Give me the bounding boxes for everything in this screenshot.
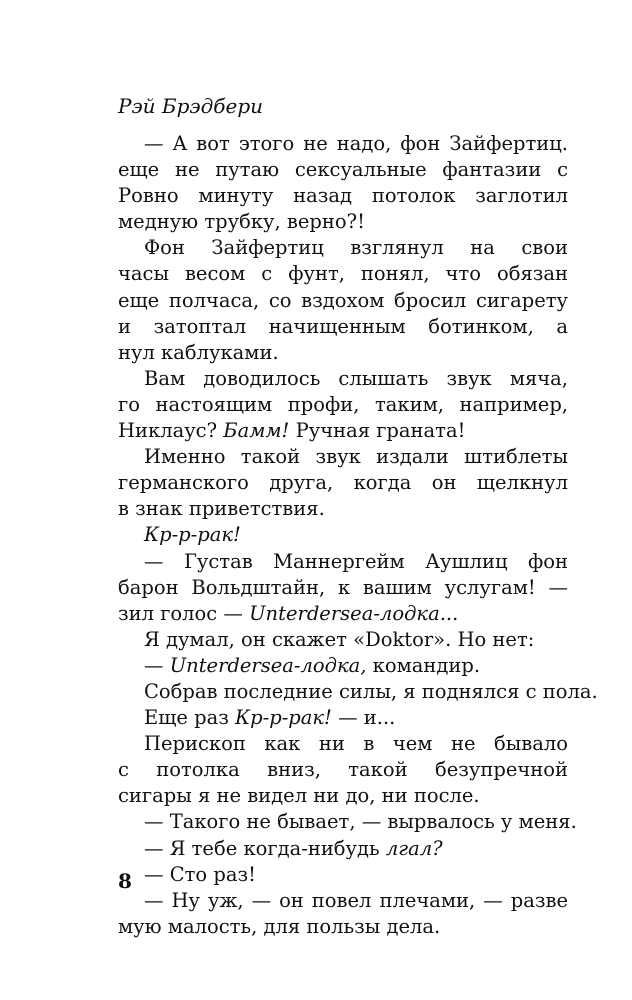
text-line <box>118 575 568 601</box>
text-line <box>118 366 568 392</box>
text-run: в знак приветствия. <box>118 497 325 521</box>
italic-text: Unterdersea-лодка, <box>169 653 367 677</box>
italic-text: Кр-р-рак! <box>235 706 332 730</box>
text-run: Собрав последние силы, я поднялся с пола. <box>144 679 598 703</box>
text-run: германского друга, когда он щелкнул <box>118 471 568 495</box>
text-line <box>118 601 568 627</box>
text-line <box>118 836 568 862</box>
text-run: зил голос — <box>118 601 250 625</box>
text-line <box>118 783 568 809</box>
text-run: Фон Зайфертиц взглянул на свои <box>144 236 568 260</box>
text-line <box>118 731 568 757</box>
running-head: Рэй Брэдбери <box>118 94 263 118</box>
text-line <box>118 549 568 575</box>
text-line <box>118 757 568 783</box>
text-run: Никлаус? <box>118 419 224 443</box>
text-line <box>118 444 568 470</box>
italic-text: лгал? <box>385 836 443 860</box>
text-line <box>118 340 568 366</box>
text-run: — Я тебе когда-нибудь <box>144 836 386 860</box>
italic-text: Unterdersea-лодка... <box>249 601 459 625</box>
text-run: медную трубку, верно?! <box>118 210 365 234</box>
page-number: 8 <box>118 869 132 893</box>
text-run: сигары я не видел ни до, ни после. <box>118 784 480 808</box>
text-line <box>118 288 568 314</box>
text-run: нул каблуками. <box>118 340 279 364</box>
text-line <box>118 809 577 835</box>
text-run: часы весом с фунт, понял, что обязан <box>118 262 568 286</box>
italic-text: Кр-р-рак! <box>144 523 241 547</box>
text-run: с потолка вниз, такой безупречной <box>118 758 568 782</box>
text-run: — и... <box>331 706 396 730</box>
text-line <box>118 392 568 418</box>
text-line <box>118 705 568 731</box>
text-run: — Сто раз! <box>144 862 256 886</box>
text-run: Перископ как ни в чем не бывало <box>144 732 568 756</box>
text-run: Именно такой звук издали штиблеты <box>144 445 568 469</box>
text-line <box>118 261 568 287</box>
text-line <box>118 888 568 914</box>
text-run: Ровно минуту назад потолок заглотил <box>118 184 568 208</box>
text-run: Я думал, он скажет «Doktor». Но нет: <box>144 627 535 651</box>
italic-text: Бамм! <box>223 419 290 443</box>
text-run: мую малость, для пользы дела. <box>118 914 441 938</box>
text-line <box>118 470 568 496</box>
text-run: Вам доводилось слышать звук мяча, <box>144 366 568 390</box>
text-line <box>118 679 598 705</box>
text-line <box>118 496 568 522</box>
text-line <box>118 418 568 444</box>
text-line <box>118 314 568 340</box>
text-line <box>118 235 568 261</box>
text-run: барон Вольдштайн, к вашим услугам! — <box>118 575 568 599</box>
text-line <box>118 131 568 157</box>
text-run: го настоящим профи, таким, например, <box>118 392 568 416</box>
text-line <box>118 653 568 679</box>
text-run: еще не путаю сексуальные фантазии с <box>118 158 568 182</box>
text-run: — А вот этого не надо, фон Зайфертиц. <box>144 132 568 155</box>
text-run: Ручная граната! <box>289 419 466 443</box>
body-text <box>118 131 598 940</box>
text-run: командир. <box>366 653 481 677</box>
text-run: — <box>144 653 170 677</box>
text-run: — Такого не бывает, — вырвалось у меня. <box>144 810 577 834</box>
text-run: — Ну уж, — он повел плечами, — разве <box>144 888 568 912</box>
text-line <box>118 914 568 940</box>
text-line <box>118 183 568 209</box>
text-run: Еще раз <box>144 706 236 730</box>
text-line <box>118 157 568 183</box>
text-line <box>118 862 568 888</box>
text-run: — Густав Маннергейм Аушлиц фон <box>144 549 568 573</box>
text-run: и затоптал начищенным ботинком, а <box>118 314 568 338</box>
text-run: еще полчаса, со вздохом бросил сигарету <box>118 288 568 312</box>
text-line <box>118 522 568 548</box>
text-line <box>118 627 568 653</box>
text-line <box>118 209 568 235</box>
